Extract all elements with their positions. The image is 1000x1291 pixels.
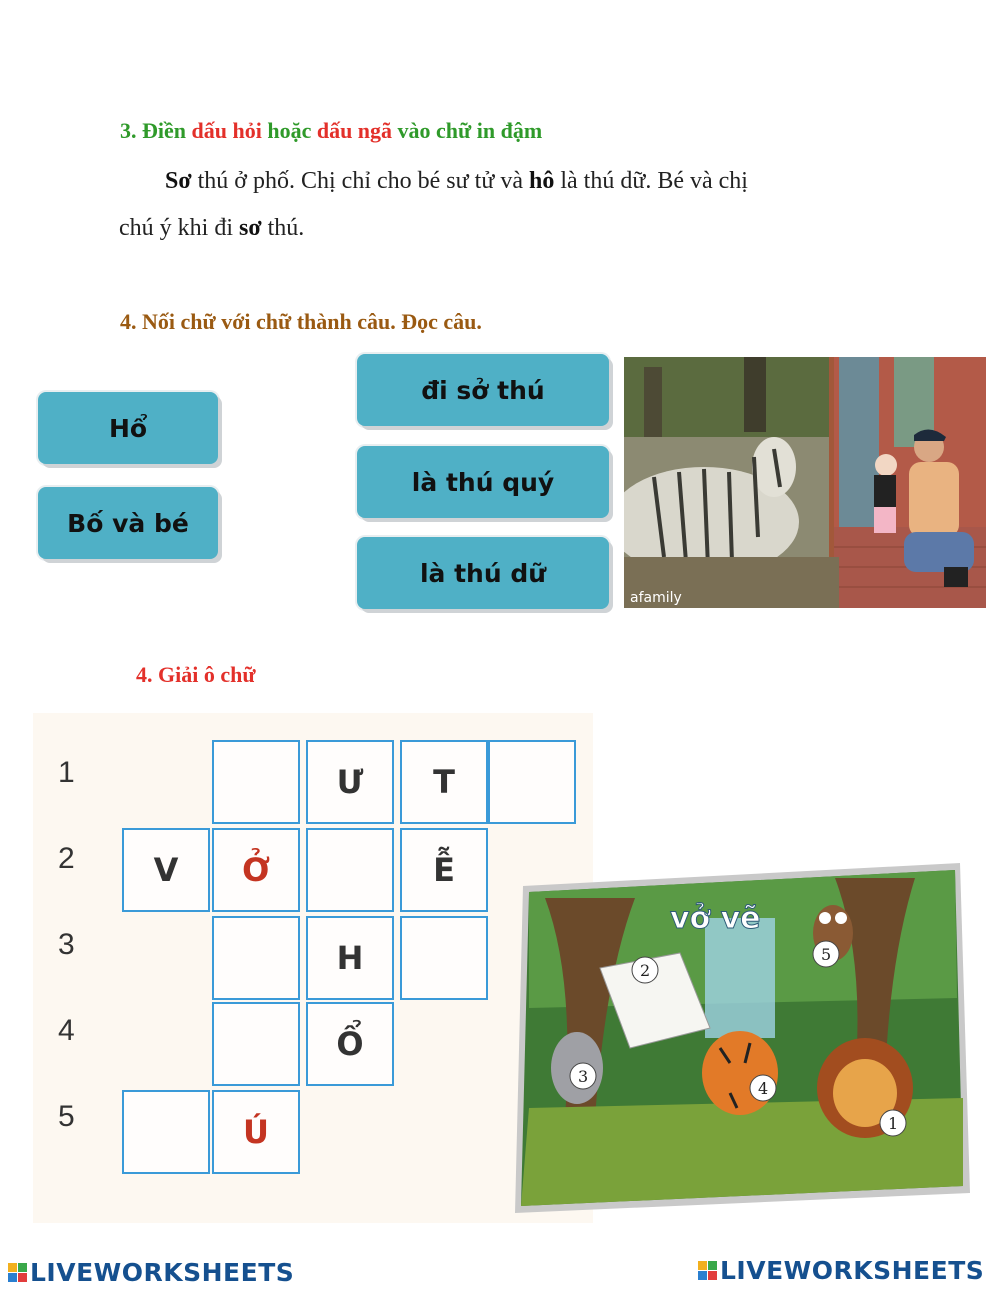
ex3-title-hoi: dấu hỏi	[191, 118, 262, 143]
match-card-la-thu-quy[interactable]: là thú quý	[357, 446, 609, 518]
ex3-blank-ho[interactable]: hô	[528, 168, 555, 194]
crossword-cell[interactable]: Ổ	[306, 1002, 394, 1086]
zoo-tiger-photo	[624, 357, 986, 608]
book-label-3: 3	[578, 1067, 589, 1086]
liveworksheets-mark-icon	[698, 1261, 717, 1280]
ex3-text: thú.	[261, 215, 305, 241]
book-label-4: 4	[758, 1079, 769, 1098]
crossword-row-number: 1	[58, 756, 75, 789]
liveworksheets-logo-left	[8, 1258, 294, 1287]
crossword-cell[interactable]: Ở	[212, 828, 300, 912]
book-label-2: 2	[640, 961, 651, 980]
crossword-cell[interactable]: Ễ	[400, 828, 488, 912]
book-label-1: 1	[888, 1114, 899, 1133]
ex3-title-end: vào chữ in đậm	[392, 118, 543, 143]
exercise-3-title	[120, 118, 542, 144]
match-card-ho[interactable]: Hổ	[38, 392, 218, 464]
ex3-sentence-line-2	[119, 215, 304, 242]
crossword-cell[interactable]	[306, 828, 394, 912]
crossword-cell[interactable]: H	[306, 916, 394, 1000]
exercise-4-title: 4. Nối chữ với chữ thành câu. Đọc câu.	[120, 309, 482, 334]
crossword-cell[interactable]	[400, 916, 488, 1000]
crossword-cell[interactable]: Ú	[212, 1090, 300, 1174]
crossword-row-number: 4	[58, 1014, 75, 1047]
logo-text: LIVEWORKSHEETS	[720, 1256, 985, 1285]
crossword-cell[interactable]: Ư	[306, 740, 394, 824]
book-label-5: 5	[821, 945, 832, 964]
ex3-blank-so-1[interactable]: Sơ	[165, 168, 192, 194]
crossword-cell[interactable]	[212, 740, 300, 824]
match-card-la-thu-du[interactable]: là thú dữ	[357, 537, 609, 609]
liveworksheets-logo-right	[698, 1256, 984, 1285]
ex3-title-nga: dấu ngã	[316, 118, 393, 143]
ex3-text: là thú dữ. Bé và chị	[554, 168, 748, 194]
logo-text: LIVEWORKSHEETS	[30, 1258, 295, 1287]
crossword-cell[interactable]	[212, 916, 300, 1000]
ex3-text: thú ở phố. Chị chỉ cho bé sư tử và	[191, 168, 529, 194]
ex3-title-mid: hoặc	[261, 118, 317, 143]
liveworksheets-mark-icon	[8, 1263, 27, 1282]
book-illustration	[505, 858, 975, 1218]
exercise-crossword-title: 4. Giải ô chữ	[136, 662, 256, 687]
photo-watermark: afamily	[630, 590, 682, 606]
crossword-cell[interactable]	[488, 740, 576, 824]
crossword-cell[interactable]	[212, 1002, 300, 1086]
crossword-cell[interactable]: V	[122, 828, 210, 912]
crossword-row-number: 5	[58, 1100, 75, 1133]
ex3-sentence-line-1	[165, 168, 748, 195]
match-card-di-so-thu[interactable]: đi sở thú	[357, 354, 609, 426]
crossword-cell[interactable]	[122, 1090, 210, 1174]
ex3-text: chú ý khi đi	[119, 215, 239, 241]
match-card-bo-va-be[interactable]: Bố và bé	[38, 487, 218, 559]
book-title: vở vẽ	[670, 901, 761, 936]
crossword-row-number: 2	[58, 842, 75, 875]
crossword-row-number: 3	[58, 928, 75, 961]
ex3-blank-so-2[interactable]: sơ	[239, 215, 262, 241]
crossword-cell[interactable]: T	[400, 740, 488, 824]
ex3-title-number: 3. Điền	[120, 118, 192, 143]
